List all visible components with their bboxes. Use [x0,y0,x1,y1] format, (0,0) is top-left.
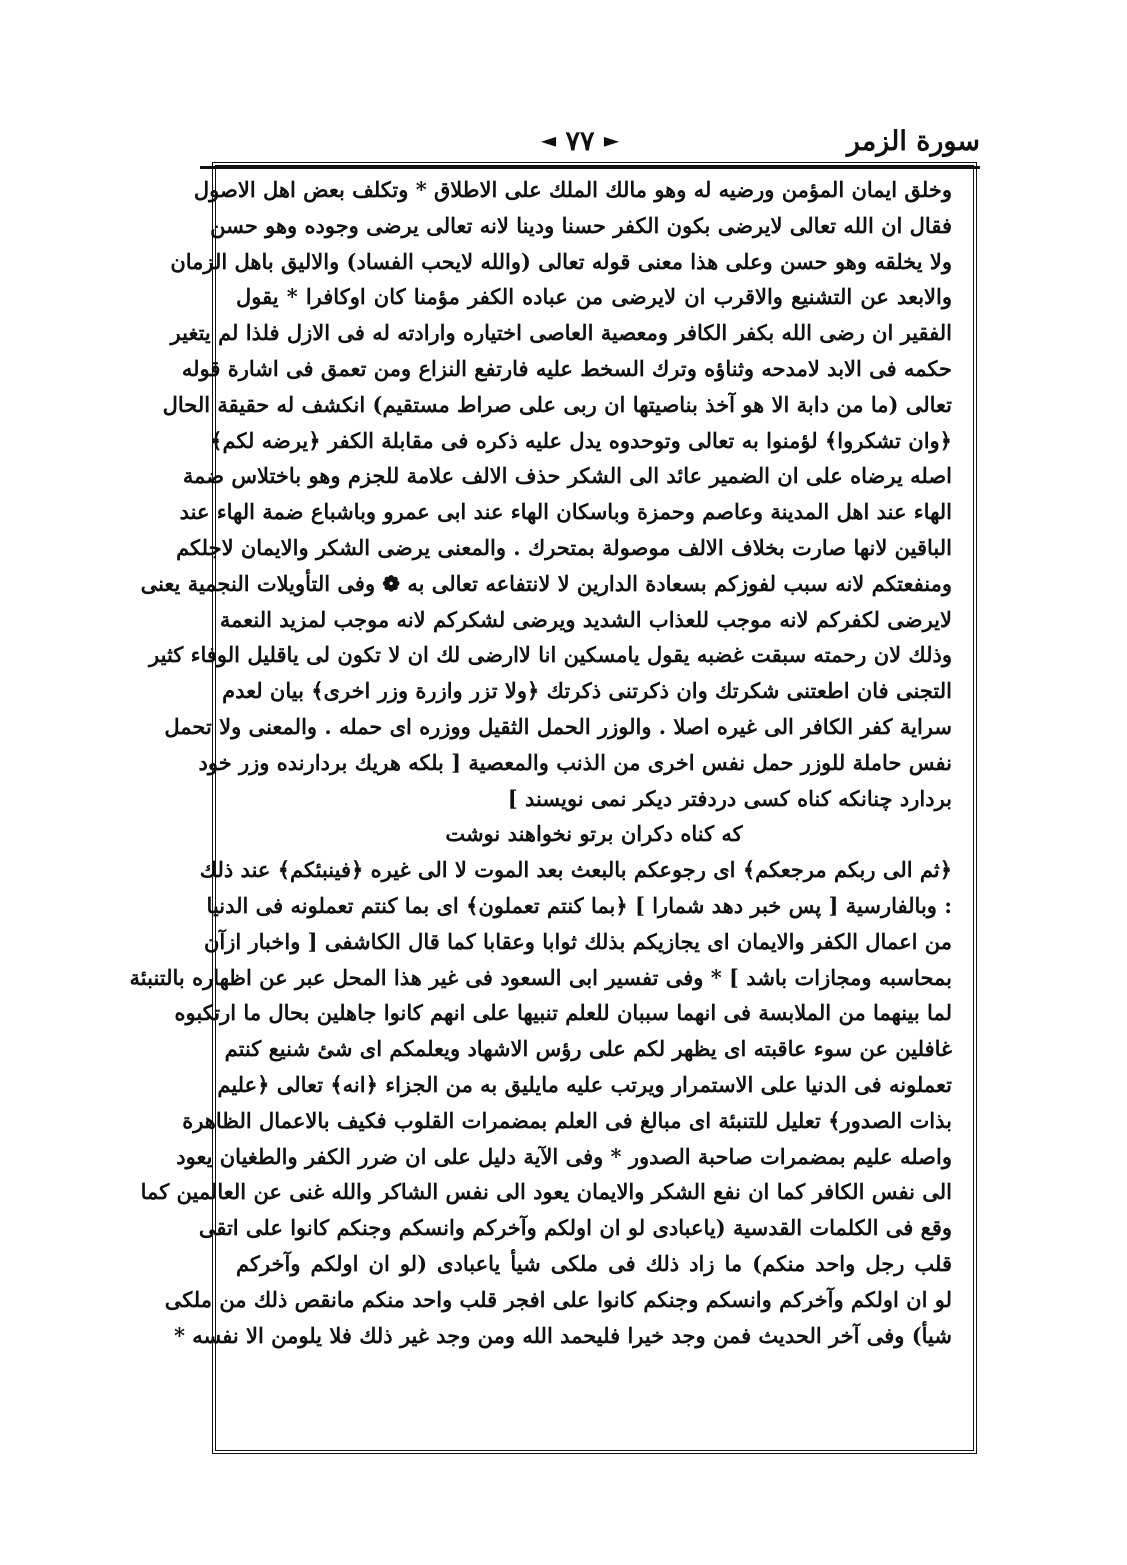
page-number: ٧٧ [565,126,595,157]
page-header [200,126,980,160]
page-number-block [500,126,660,157]
text-line: غافلين عن سوء عاقبته اى يظهر لكم على رؤس الاشهاد ويعلمكم اى شئ شنيع كنتم [224,1036,952,1062]
text-line: اصله يرضاه على ان الضمير عائد الى الشكر حذف الالف علامة للجزم وهو باختلاس ضمة [182,463,952,489]
text-line: سراية كفر الكافر الى غيره اصلا . والوزر الحمل الثقيل ووزره اى حمله . والمعنى ولا تحمل [164,713,952,739]
right-ornament-icon: ► [603,128,620,152]
text-line: شيأ) وفى آخر الحديث فمن وجد خيرا فليحمد الله ومن وجد غير ذلك فلا يلومن الا نفسه * [173,1322,952,1348]
text-line: لو ان اولكم وآخركم وانسكم وجنكم كانوا على افجر قلب واحد منكم مانقص ذلك من ملكى [164,1286,952,1312]
text-line: حكمه فى الابد لامدحه وثناؤه وترك السخط عليه فارتفع النزاع ومن تعمق فى اشارة قوله [181,355,952,381]
text-line: ﴿وان تشكروا﴾ لؤمنوا به تعالى وتوحدوه يدل عليه ذكره فى مقابلة الكفر ﴿يرضه لكم﴾ [210,427,952,453]
text-line: بردارد چنانكه كناه كسى دردفتر ديكر نمى نويسند ] [507,785,952,811]
text-line: ولا يخلقه وهو حسن وعلى هذا معنى قوله تعالى (والله لايحب الفساد) والاليق باهل الزمان [170,248,952,274]
left-ornament-icon: ◄ [540,128,557,152]
text-line: الى نفس الكافر كما ان نفع الشكر والايمان يعود الى نفس الشاكر والله غنى عن العالمين كما [140,1179,952,1205]
text-line: قلب رجل واحد منكم) ما زاد ذلك فى ملكى شيأ ياعبادى (لو ان اولكم وآخركم [236,1250,952,1276]
text-line: ومنفعتكم لانه سبب لفوزكم بسعادة الدارين لا لانتفاعه تعالى به ❁ وفى التأويلات النجمية يعنى [140,570,952,596]
text-line: الباقين لانها صارت بخلاف الالف موصولة بمتحرك . والمعنى يرضى الشكر والايمان لاجلكم [176,534,952,560]
text-line: وقع فى الكلمات القدسية (ياعبادى لو ان اولكم وآخركم وانسكم وجنكم كانوا على اتقى [198,1215,952,1241]
text-line: واصله عليم بمضمرات صاحبة الصدور * وفى الآية دليل على ان ضرر الكفر والطغيان يعود [176,1143,952,1169]
text-line: من اعمال الكفر والايمان اى يجازيكم بذلك ثوابا وعقابا كما قال الكاشفى [ واخبار ازآن [203,928,952,954]
text-line: لما بينهما من الملابسة فى انهما سببان للعلم تنبيها على انهم كانوا جاهلين بحال ما ارتكبوه [174,1000,952,1026]
text-line: وخلق ايمان المؤمن ورضيه له وهو مالك الملك على الاطلاق * وتكلف بعض اهل الاصول [193,177,952,202]
text-line-centered: كه كناه دكران برتو نخواهند نوشت [445,821,743,847]
text-line: ﴿ثم الى ربكم مرجعكم﴾ اى رجوعكم بالبعث بعد الموت لا الى غيره ﴿فينبئكم﴾ عند ذلك [199,857,952,883]
text-line: تعملونه فى الدنيا على الاستمرار ويرتب عليه مايليق به من الجزاء ﴿انه﴾ تعالى ﴿عليم [217,1071,952,1097]
text-line: فقال ان الله تعالى لايرضى بكون الكفر حسنا ودينا لانه تعالى يرضى وجوده وهو حسن [210,212,952,238]
text-line: بذات الصدور﴾ تعليل للتنبئة اى مبالغ فى العلم بمضمرات القلوب فكيف بالاعمال الظاهرة [182,1107,952,1133]
text-line: لايرضى لكفركم لانه موجب للعذاب الشديد ويرضى لشكركم لانه موجب لمزيد النعمة [219,606,952,632]
text-line: بمحاسبه ومجازات باشد ] * وفى تفسير ابى السعود فى غير هذا المحل عبر عن اظهاره بالتنبئة [129,964,952,990]
text-line: الفقير ان رضى الله بكفر الكافر ومعصية العاصى اختياره وارادته له فى الازل فلذا لم يتغير [170,320,952,346]
text-line: نفس حاملة للوزر حمل نفس اخرى من الذنب والمعصية [ بلكه هريك بردارنده وزر خود [198,749,952,775]
surah-name: سورة الزمر [846,126,980,157]
text-line: وذلك لان رحمته سبقت غضبه يقول يامسكين انا لاارضى لك ان لا تكون لى ياقليل الوفاء كثير [149,642,952,668]
text-line: تعالى (ما من دابة الا هو آخذ بناصيتها ان ربى على صراط مستقيم) انكشف له حقيقة الحال [162,391,952,417]
text-body [129,172,952,1353]
text-line: : وبالفارسية [ پس خبر دهد شمارا ] ﴿بما كنتم تعملون﴾ اى بما كنتم تعملونه فى الدنيا [206,892,952,918]
text-line: الهاء عند اهل المدينة وعاصم وحمزة وباسكان الهاء عند ابى عمرو وباشباع ضمة الهاء عند [179,499,952,525]
text-line: والابعد عن التشنيع والاقرب ان لايرضى من عباده الكفر مؤمنا كان اوكافرا * يقول [236,284,952,310]
text-line: التجنى فان اطعتنى شكرتك وان ذكرتنى ذكرتك ﴿ولا تزر وازرة وزر اخرى﴾ بيان لعدم [222,678,952,704]
